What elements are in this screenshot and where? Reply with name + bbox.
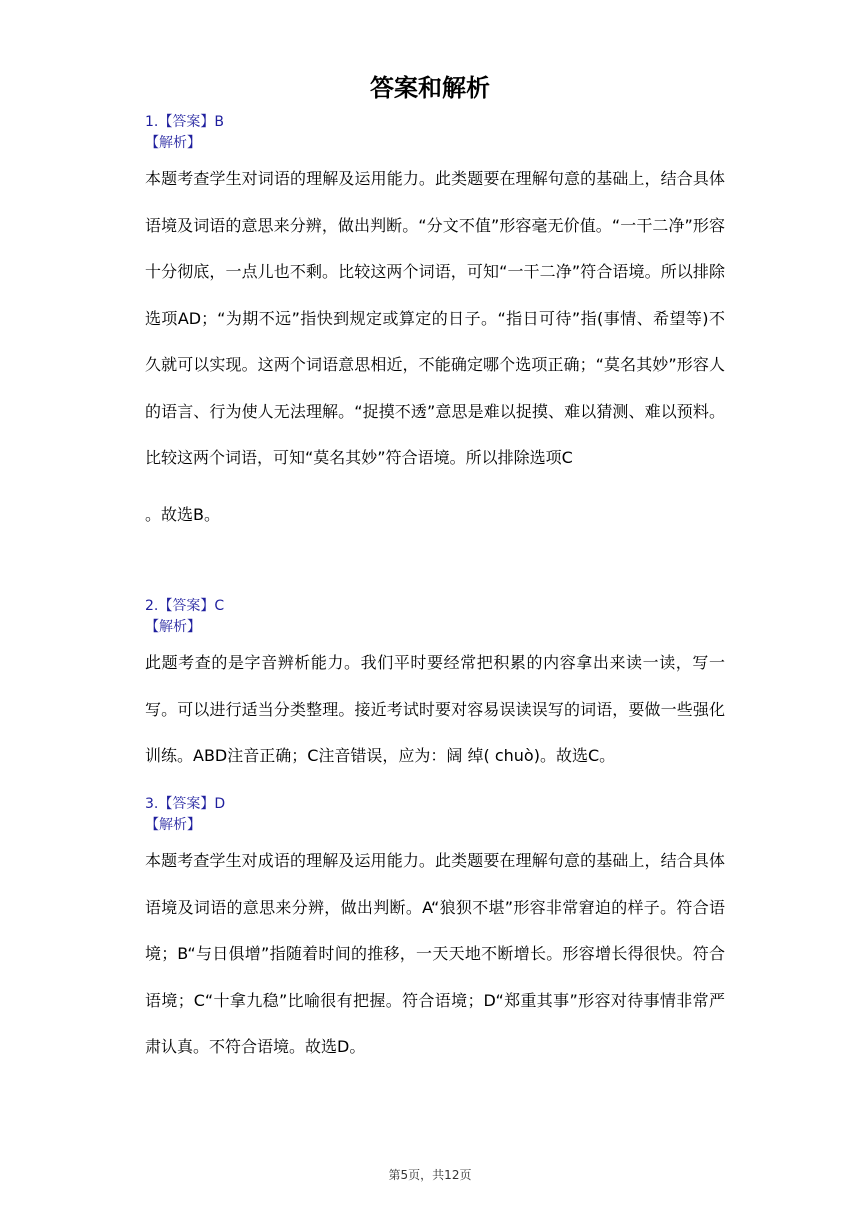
answer-line: 1.【答案】B (145, 114, 224, 130)
analysis-tail: 。故选B。 (145, 504, 220, 524)
answer-line: 2.【答案】C (145, 598, 225, 614)
analysis-text: 此题考查的是字音辨析能力。我们平时要经常把积累的内容拿出来读一读，写一写。可以进行适当分类整理。接近考试时要对容易误读误写的词语，要做一些强化训练。ABD注音正确；C注音错误，应为：阔 绰( chuò)。故选C。 (145, 653, 725, 765)
analysis-text: 本题考查学生对词语的理解及运用能力。此类题要在理解句意的基础上，结合具体语境及词语的意思来分辨，做出判断。“分文不值”形容毫无价值。“一干二净”形容十分彻底，一点儿也不剩。比较这两个词语，可知“一干二净”符合语境。所以排除选项AD；“为期不远”指快到规定或算定的日子。“指日可待”指(事情、希望等)不久就可以实现。这两个词语意思相近，不能确定哪个选项正确；“莫名其妙”形容人的语言、行为使人无法理解。“捉摸不透”意思是难以捉摸、难以猜测、难以预料。比较这两个词语，可知“莫名其妙”符合语境。所以排除选项C (145, 169, 725, 467)
page-title: 答案和解析 (370, 74, 490, 102)
analysis-label: 【解析】 (145, 135, 201, 151)
page-number: 第5页，共12页 (388, 1168, 472, 1182)
analysis-label: 【解析】 (145, 817, 201, 833)
analysis-label: 【解析】 (145, 619, 201, 635)
answer-item-2 (145, 596, 725, 780)
analysis-text: 本题考查学生对成语的理解及运用能力。此类题要在理解句意的基础上，结合具体语境及词语的意思来分辨，做出判断。A“狼狈不堪”形容非常窘迫的样子。符合语境；B“与日俱增”指随着时间的推移，一天天地不断增长。形容增长得很快。符合语境；C“十拿九稳”比喻很有把握。符合语境；D“郑重其事”形容对待事情非常严肃认真。不符合语境。故选D。 (145, 851, 725, 1056)
answer-item-1 (145, 112, 725, 538)
answer-item-3 (145, 794, 725, 1071)
answer-line: 3.【答案】D (145, 796, 226, 812)
